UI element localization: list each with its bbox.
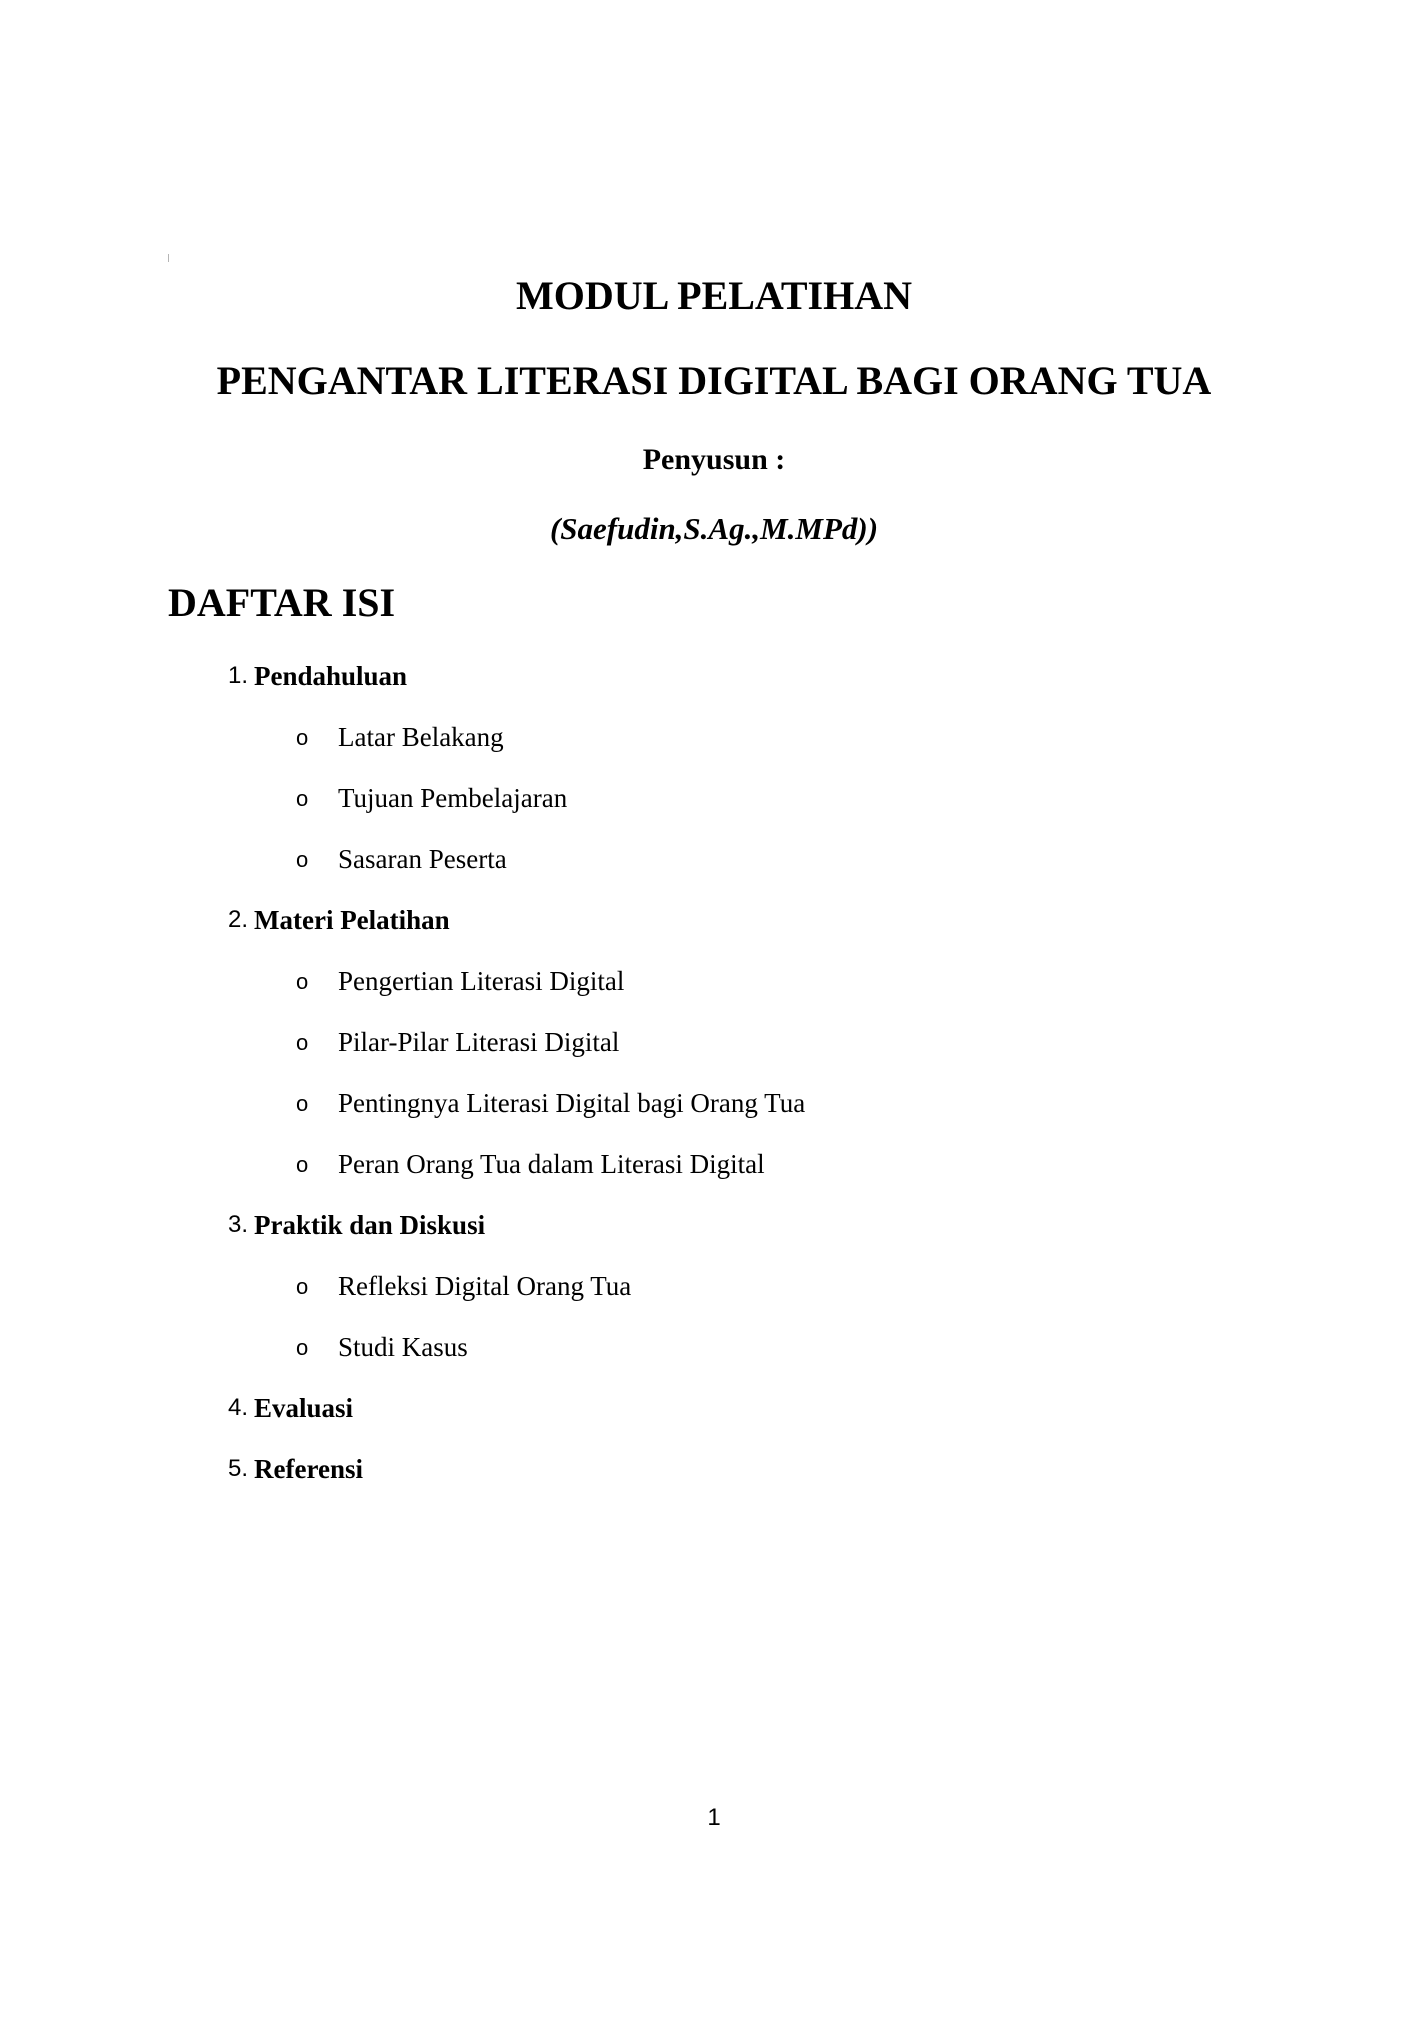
bullet-marker: o [296,1091,309,1116]
bullet-marker: o [296,1335,309,1360]
toc-section-1 [0,656,1428,696]
bullet-marker: o [296,969,309,994]
page-number: 1 [707,1804,721,1831]
toc-subitem [0,1266,1428,1306]
toc-section-number: 2. [227,906,248,933]
table-of-contents-heading: DAFTAR ISI [168,580,396,625]
toc-subitem-label: Pengertian Literasi Digital [338,966,625,996]
toc-subitem-label: Refleksi Digital Orang Tua [338,1271,632,1301]
toc-section-number: 5. [227,1455,248,1482]
toc-section-number: 3. [227,1211,248,1238]
toc-subitem [0,778,1428,818]
document-title: MODUL PELATIHAN [516,273,912,318]
toc-section-4 [0,1388,1428,1428]
bullet-marker: o [296,786,309,811]
toc-section-label: Pendahuluan [254,661,408,691]
toc-subitem [0,961,1428,1001]
toc-subitem [0,1144,1428,1184]
toc-section-5 [0,1449,1428,1489]
toc-subitem [0,1083,1428,1123]
toc-subitem-label: Sasaran Peserta [338,844,507,874]
bullet-marker: o [296,847,309,872]
bullet-marker: o [296,1030,309,1055]
toc-subitem-label: Peran Orang Tua dalam Literasi Digital [338,1149,765,1179]
toc-section-3 [0,1205,1428,1245]
toc-subitem [0,1327,1428,1367]
bullet-marker: o [296,1274,309,1299]
toc-section-label: Praktik dan Diskusi [254,1210,486,1240]
toc-subitem [0,717,1428,757]
toc-subitem-label: Latar Belakang [338,722,504,752]
toc-section-label: Evaluasi [254,1393,354,1423]
compiler-name: (Saefudin,S.Ag.,M.MPd)) [549,511,879,546]
toc-section-2 [0,900,1428,940]
toc-section-number: 4. [227,1394,248,1421]
toc-section-label: Referensi [254,1454,363,1484]
toc-subitem-label: Pilar-Pilar Literasi Digital [338,1027,620,1057]
toc-subitem [0,1022,1428,1062]
toc-subitem-label: Pentingnya Literasi Digital bagi Orang Tua [338,1088,806,1118]
toc-subitem-label: Tujuan Pembelajaran [338,783,568,813]
toc-subitem [0,839,1428,879]
toc-subitem-label: Studi Kasus [338,1332,468,1362]
toc-section-number: 1. [227,662,248,689]
bullet-marker: o [296,1152,309,1177]
document-subtitle: PENGANTAR LITERASI DIGITAL BAGI ORANG TUA [216,358,1212,403]
compiler-label: Penyusun : [642,443,786,476]
bullet-marker: o [296,725,309,750]
toc-section-label: Materi Pelatihan [254,905,450,935]
